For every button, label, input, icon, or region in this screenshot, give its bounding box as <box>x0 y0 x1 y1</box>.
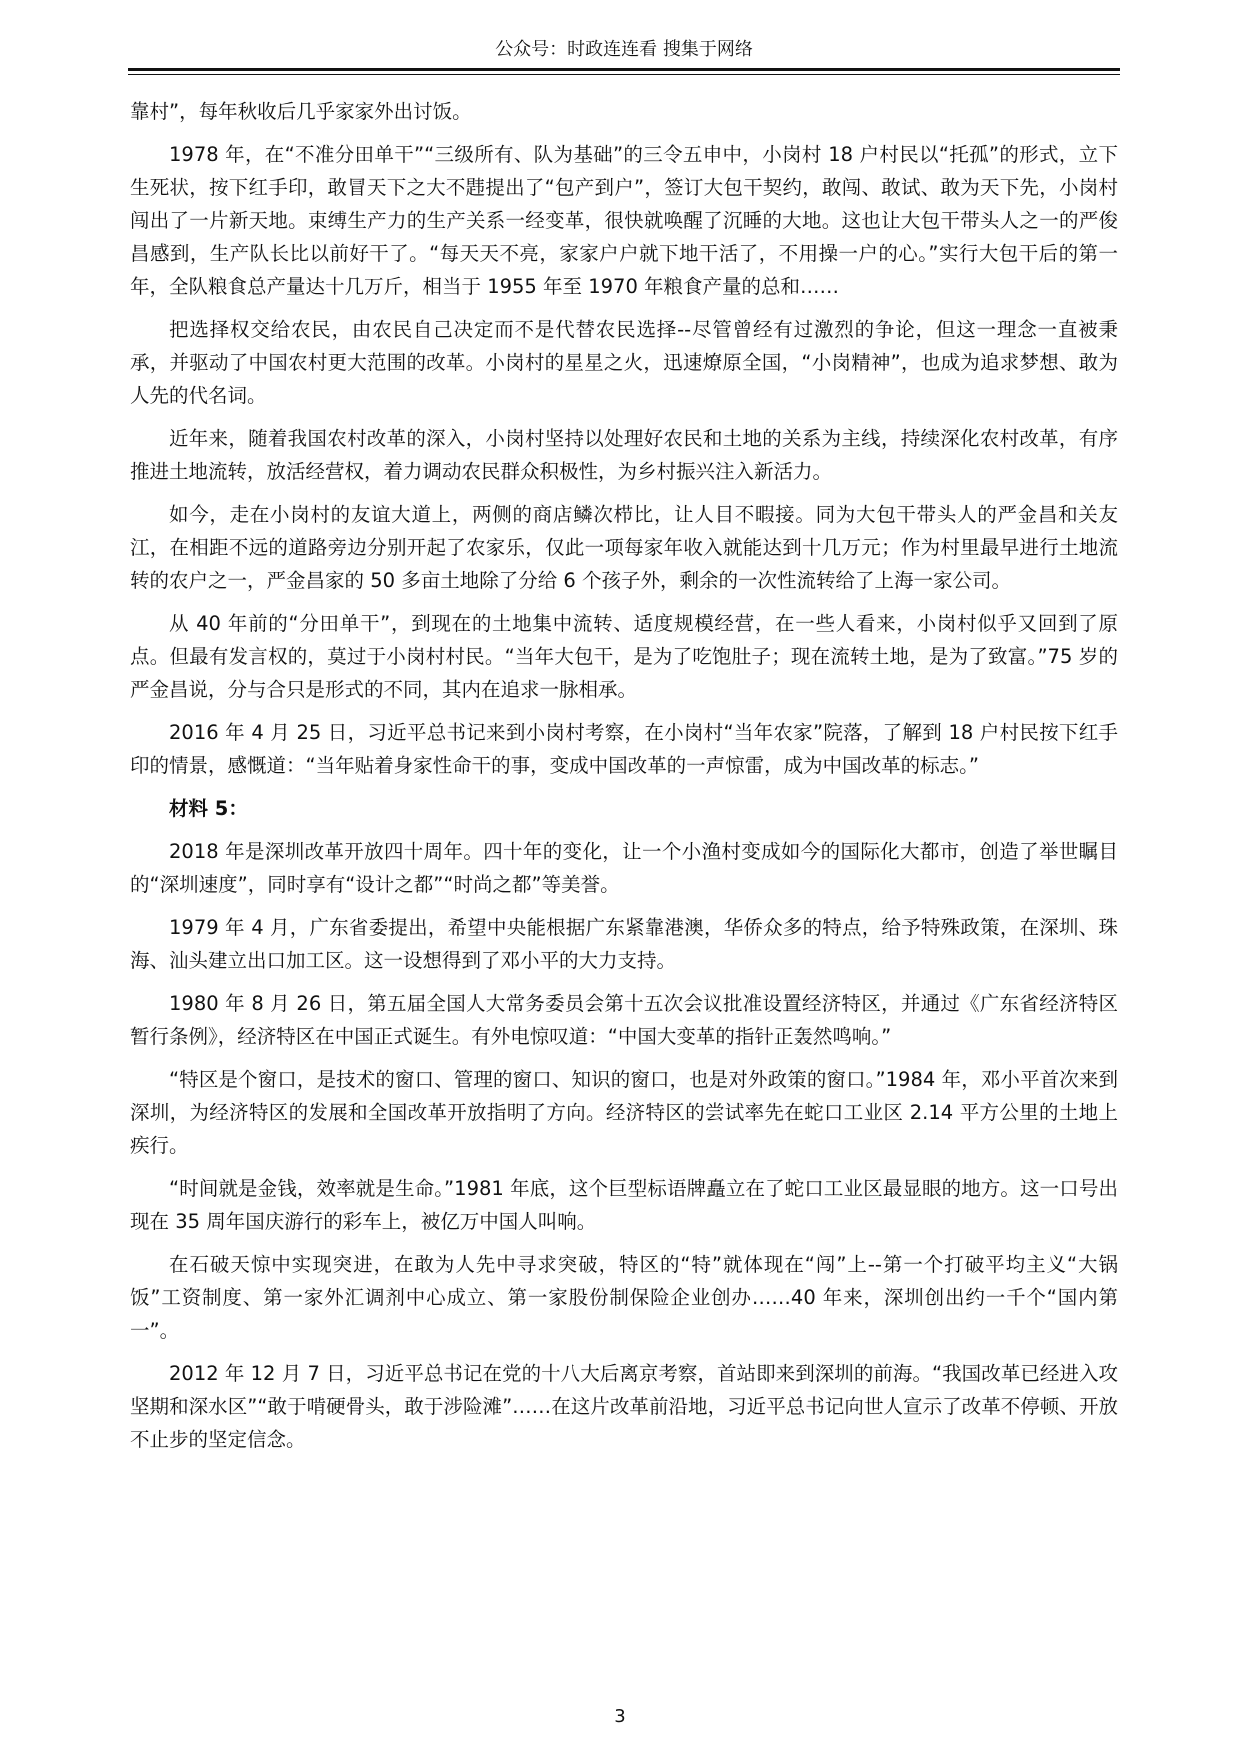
paragraph: 把选择权交给农民，由农民自己决定而不是代替农民选择--尽管曾经有过激烈的争论，但这一理念一直被秉承，并驱动了中国农村更大范围的改革。小岗村的星星之火，迅速燎原全国，“小岗精神”，也成为追求梦想、敢为人先的代名词。 <box>130 318 1118 407</box>
paragraph: 1980 年 8 月 26 日，第五届全国人大常务委员会第十五次会议批准设置经济特区，并通过《广东省经济特区暂行条例》，经济特区在中国正式诞生。有外电惊叹道：“中国大变革的指针正轰然鸣响。” <box>130 992 1118 1048</box>
paragraph: 2018 年是深圳改革开放四十周年。四十年的变化，让一个小渔村变成如今的国际化大都市，创造了举世瞩目的“深圳速度”，同时享有“设计之都”“时尚之都”等美誉。 <box>130 840 1118 896</box>
paragraph: 在石破天惊中实现突进，在敢为人先中寻求突破，特区的“特”就体现在“闯”上--第一个打破平均主义“大锅饭”工资制度、第一家外汇调剂中心成立、第一家股份制保险企业创办……40 年来，深圳创出约一千个“国内第一”。 <box>130 1253 1118 1342</box>
section-heading: 材料 5： <box>169 797 248 820</box>
paragraph: 近年来，随着我国农村改革的深入，小岗村坚持以处理好农民和土地的关系为主线，持续深化农村改革，有序推进土地流转，放活经营权，着力调动农民群众积极性，为乡村振兴注入新活力。 <box>130 427 1118 483</box>
paragraph: 从 40 年前的“分田单干”，到现在的土地集中流转、适度规模经营，在一些人看来，小岗村似乎又回到了原点。但最有发言权的，莫过于小岗村村民。“当年大包干，是为了吃饱肚子；现在流转土地，是为了致富。”75 岁的严金昌说，分与合只是形式的不同，其内在追求一脉相承。 <box>130 612 1118 701</box>
page-number: 3 <box>614 1706 626 1727</box>
header-rule-thick <box>128 68 1120 71</box>
paragraph: 如今，走在小岗村的友谊大道上，两侧的商店鳞次栉比，让人目不暇接。同为大包干带头人的严金昌和关友江，在相距不远的道路旁边分别开起了农家乐，仅此一项每家年收入就能达到十几万元；作为村里最早进行土地流转的农户之一，严金昌家的 50 多亩土地除了分给 6 个孩子外，剩余的一次性流转给了上海一家公司。 <box>130 503 1118 592</box>
header-rule-thin <box>128 74 1120 75</box>
page-header: 公众号：时政连连看 搜集于网络 <box>495 39 753 60</box>
paragraph: 2012 年 12 月 7 日，习近平总书记在党的十八大后离京考察，首站即来到深圳的前海。“我国改革已经进入攻坚期和深水区”“敢于啃硬骨头，敢于涉险滩”……在这片改革前沿地，习近平总书记向世人宣示了改革不停顿、开放不止步的坚定信念。 <box>130 1362 1118 1451</box>
paragraph: 1979 年 4 月，广东省委提出，希望中央能根据广东紧靠港澳，华侨众多的特点，给予特殊政策，在深圳、珠海、汕头建立出口加工区。这一设想得到了邓小平的大力支持。 <box>130 916 1118 972</box>
document-body <box>130 95 1118 1466</box>
paragraph-continuation: 靠村”，每年秋收后几乎家家外出讨饭。 <box>130 100 472 123</box>
paragraph: “时间就是金钱，效率就是生命。”1981 年底，这个巨型标语牌矗立在了蛇口工业区最显眼的地方。这一口号出现在 35 周年国庆游行的彩车上，被亿万中国人叫响。 <box>130 1177 1118 1233</box>
paragraph: 2016 年 4 月 25 日，习近平总书记来到小岗村考察，在小岗村“当年农家”院落，了解到 18 户村民按下红手印的情景，感慨道：“当年贴着身家性命干的事，变成中国改革的一声惊雷，成为中国改革的标志。” <box>130 721 1118 777</box>
paragraph: 1978 年，在“不准分田单干”“三级所有、队为基础”的三令五申中，小岗村 18 户村民以“托孤”的形式，立下生死状，按下红手印，敢冒天下之大不韪提出了“包产到户”，签订大包干契约，敢闯、敢试、敢为天下先，小岗村闯出了一片新天地。束缚生产力的生产关系一经变革，很快就唤醒了沉睡的大地。这也让大包干带头人之一的严俊昌感到，生产队长比以前好干了。“每天天不亮，家家户户就下地干活了，不用操一户的心。”实行大包干后的第一年，全队粮食总产量达十几万斤，相当于 1955 年至 1970 年粮食产量的总和…… <box>130 143 1118 298</box>
paragraph: “特区是个窗口，是技术的窗口、管理的窗口、知识的窗口，也是对外政策的窗口。”1984 年，邓小平首次来到深圳，为经济特区的发展和全国改革开放指明了方向。经济特区的尝试率先在蛇口工业区 2.14 平方公里的土地上疾行。 <box>130 1068 1118 1157</box>
